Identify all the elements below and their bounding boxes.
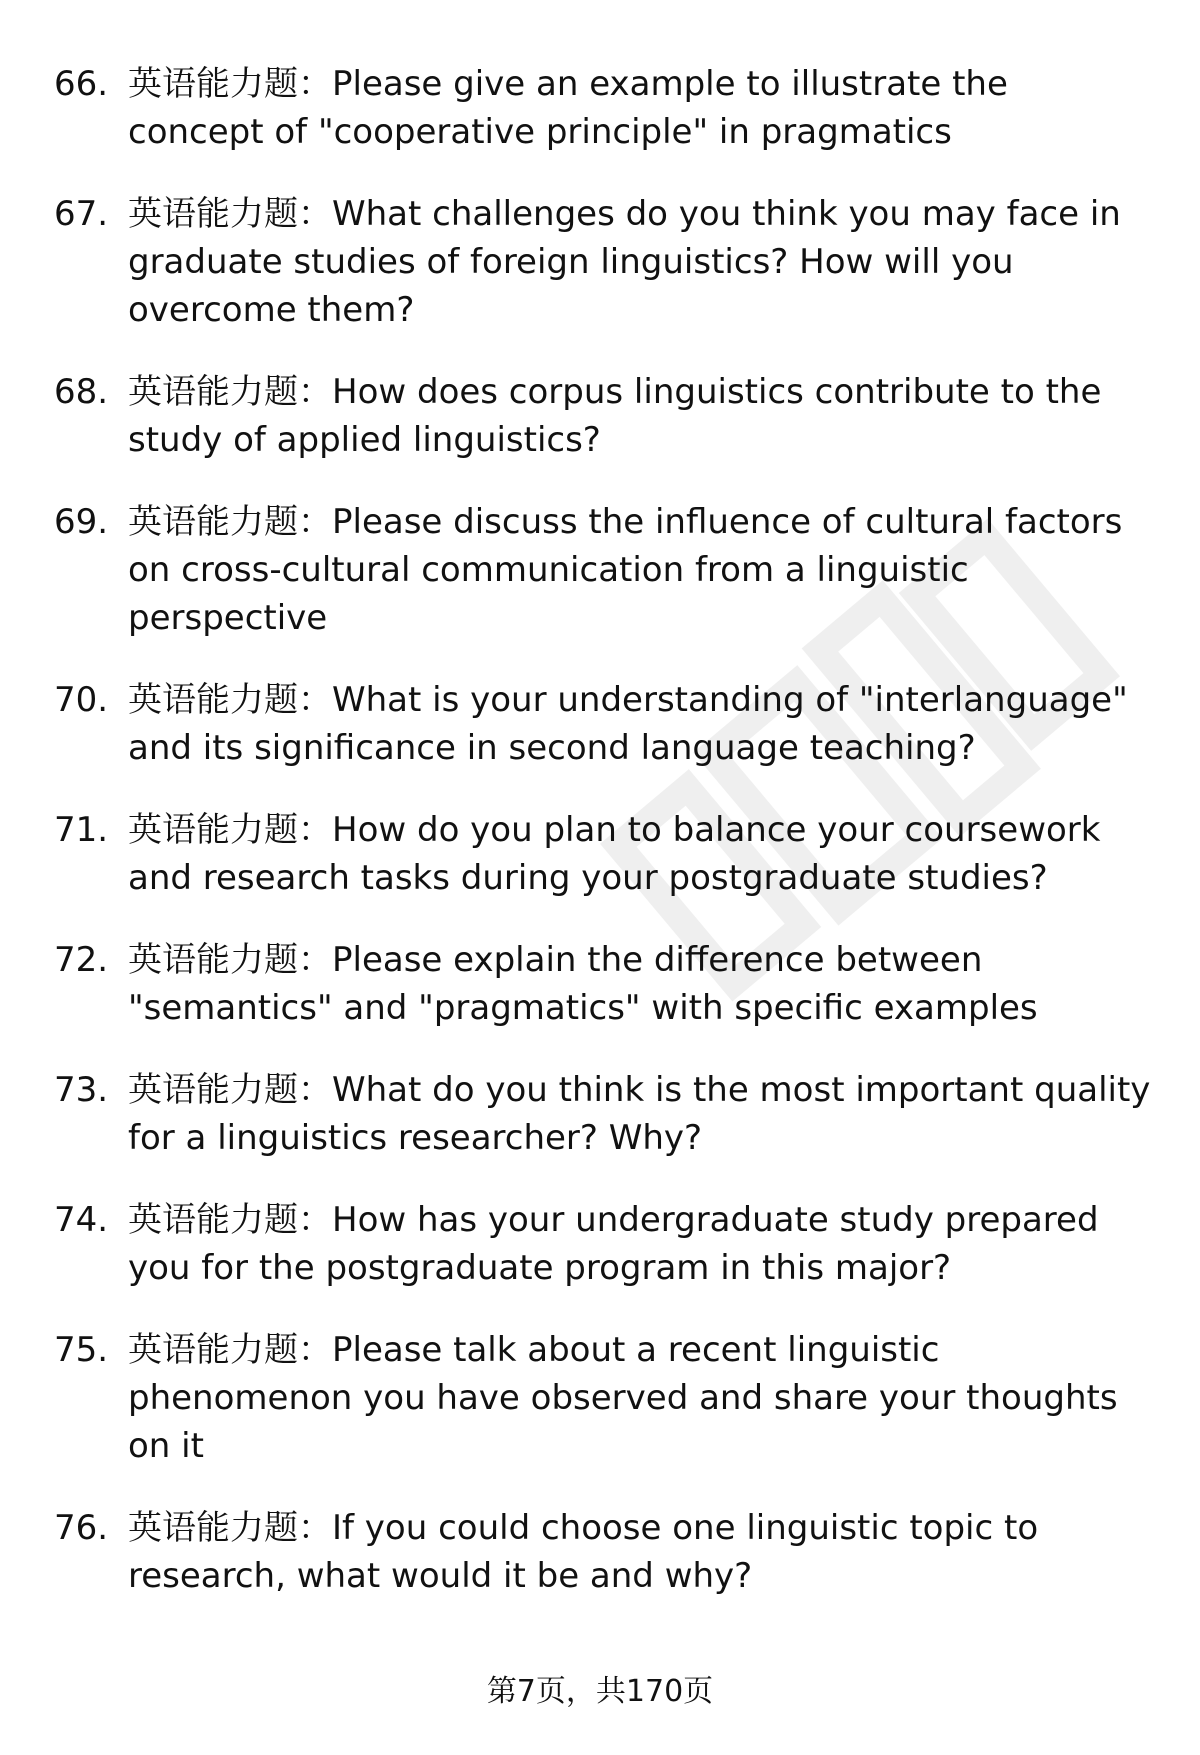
question-number: 72. — [54, 940, 109, 980]
question-number: 74. — [54, 1200, 109, 1240]
question-item — [54, 676, 1154, 772]
question-number: 69. — [54, 502, 109, 542]
question-item — [54, 1196, 1154, 1292]
question-number: 67. — [54, 194, 109, 234]
question-item — [54, 498, 1154, 642]
question-item — [54, 806, 1154, 902]
question-text: 英语能力题：How has your undergraduate study prepared you for the postgraduate program in this major? — [128, 1200, 1099, 1288]
question-number: 71. — [54, 810, 109, 850]
question-item — [54, 1504, 1154, 1600]
question-item — [54, 60, 1154, 156]
question-text: 英语能力题：What do you think is the most important quality for a linguistics researcher? Why? — [128, 1070, 1151, 1158]
question-text: 英语能力题：How does corpus linguistics contribute to the study of applied linguistics? — [128, 372, 1102, 460]
question-text: 英语能力题：Please explain the difference between "semantics" and "pragmatics" with specific examples — [128, 940, 1038, 1028]
question-item — [54, 1326, 1154, 1470]
question-number: 76. — [54, 1508, 109, 1548]
question-number: 66. — [54, 64, 109, 104]
question-text: 英语能力题：Please discuss the influence of cultural factors on cross-cultural communication from a linguistic perspective — [128, 502, 1123, 638]
question-text: 英语能力题：How do you plan to balance your coursework and research tasks during your postgraduate studies? — [128, 810, 1101, 898]
question-item — [54, 936, 1154, 1032]
question-text: 英语能力题：If you could choose one linguistic topic to research, what would it be and why? — [128, 1508, 1039, 1596]
question-number: 73. — [54, 1070, 109, 1110]
question-text: 英语能力题：What is your understanding of "interlanguage" and its significance in second language teaching? — [128, 680, 1128, 768]
question-item — [54, 1066, 1154, 1162]
page-number-footer: 第7页，共170页 — [486, 1674, 714, 1709]
question-number: 68. — [54, 372, 109, 412]
question-item — [54, 368, 1154, 464]
question-text: 英语能力题：What challenges do you think you may face in graduate studies of foreign linguistics? How will you overcome them? — [128, 194, 1121, 330]
question-text: 英语能力题：Please give an example to illustrate the concept of "cooperative principle" in pragmatics — [128, 64, 1008, 152]
question-number: 75. — [54, 1330, 109, 1370]
question-item — [54, 190, 1154, 334]
question-list — [54, 60, 1154, 1634]
question-number: 70. — [54, 680, 109, 720]
question-text: 英语能力题：Please talk about a recent linguistic phenomenon you have observed and share your thoughts on it — [128, 1330, 1118, 1466]
